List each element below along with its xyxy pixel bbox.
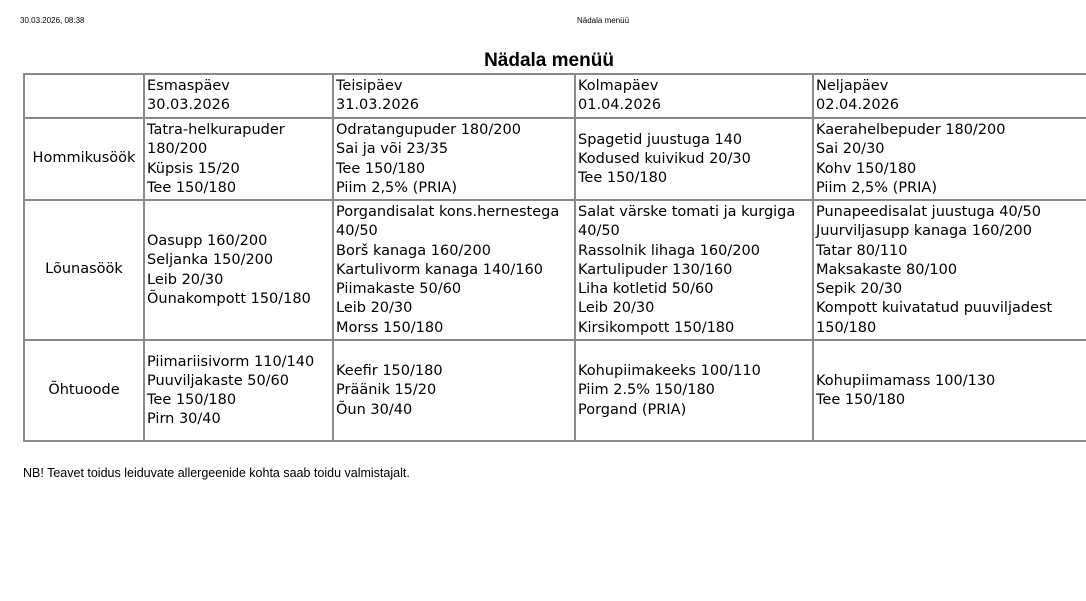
meal-row-lunch [24, 200, 1086, 340]
menu-item: Tatar 80/110 [816, 242, 908, 259]
menu-item: Punapeedisalat juustuga 40/50 [816, 204, 1042, 221]
menu-item: Rassolnik lihaga 160/200 [578, 242, 760, 259]
menu-item: Kodused kuivikud 20/30 [578, 150, 751, 167]
menu-item: Piim 2,5% (PRIA) [336, 179, 457, 196]
day-date: 31.03.2026 [336, 97, 420, 114]
menu-item: Puuviljakaste 50/60 [147, 372, 290, 389]
menu-item: Õun 30/40 [336, 401, 413, 418]
menu-item: Spagetid juustuga 140 [578, 131, 743, 148]
menu-item: Tee 150/180 [147, 392, 237, 408]
menu-item: Küpsis 15/20 [147, 160, 240, 177]
menu-item: Präänik 15/20 [336, 382, 437, 399]
menu-item: Tee 150/180 [816, 392, 906, 408]
menu-cell [575, 340, 813, 441]
menu-item: Piimakaste 50/60 [336, 281, 462, 298]
day-date: 30.03.2026 [147, 97, 231, 114]
menu-item: Sepik 20/30 [816, 281, 903, 298]
menu-item: Leib 20/30 [336, 300, 413, 317]
day-name: Neljapäev [816, 78, 889, 94]
menu-cell [813, 118, 1086, 200]
meal-label: Õhtuoode [24, 340, 144, 441]
menu-item: Kirsikompott 150/180 [578, 319, 735, 336]
menu-cell [813, 340, 1086, 441]
menu-item: Piim 2.5% 150/180 [578, 382, 715, 399]
menu-item: Kompott kuivatatud puuviljadest 150/180 [816, 300, 1053, 336]
menu-item: Odratangupuder 180/200 [336, 122, 521, 139]
day-header-row [24, 74, 1086, 118]
menu-item: Leib 20/30 [147, 271, 224, 288]
meal-row-breakfast [24, 118, 1086, 200]
menu-cell [144, 340, 333, 441]
menu-item: Tee 150/180 [578, 170, 668, 187]
print-doc-title: Nädala menüü [577, 16, 630, 25]
menu-item: Salat värske tomati ja kurgiga 40/50 [578, 204, 796, 240]
menu-item: Morss 150/180 [336, 319, 444, 336]
day-header-cell [333, 74, 575, 118]
meal-row-snack [24, 340, 1086, 441]
menu-item: Tee 150/180 [147, 179, 237, 196]
menu-cell [144, 118, 333, 200]
day-name: Kolmapäev [578, 78, 659, 94]
day-header-cell [575, 74, 813, 118]
menu-item: Maksakaste 80/100 [816, 261, 958, 278]
menu-item: Kartulivorm kanaga 140/160 [336, 261, 543, 278]
menu-item: Seljanka 150/200 [147, 252, 274, 269]
weekly-menu-table [23, 73, 1086, 442]
menu-item: Sai 20/30 [816, 141, 885, 158]
menu-item: Kohv 150/180 [816, 160, 917, 177]
day-header-cell [144, 74, 333, 118]
menu-item: Tatra-helkurapuder 180/200 [147, 122, 285, 158]
corner-cell [24, 74, 144, 118]
menu-cell [813, 200, 1086, 340]
menu-item: Porgandisalat kons.hernestega 40/50 [336, 204, 560, 240]
day-name: Esmaspäev [147, 78, 230, 94]
menu-item: Kaerahelbepuder 180/200 [816, 122, 1006, 139]
menu-item: Kartulipuder 130/160 [578, 261, 733, 278]
menu-item: Õunakompott 150/180 [147, 290, 311, 307]
meal-label: Hommikusöök [24, 118, 144, 200]
menu-cell [333, 200, 575, 340]
menu-cell [333, 118, 575, 200]
menu-item: Porgand (PRIA) [578, 401, 687, 418]
menu-item: Keefir 150/180 [336, 363, 443, 380]
menu-cell [144, 200, 333, 340]
page-title: Nädala menüü [484, 50, 614, 71]
menu-item: Leib 20/30 [578, 300, 655, 317]
allergen-note: NB! Teavet toidus leiduvate allergeenide kohta saab toidu valmistajalt. [23, 466, 410, 480]
menu-item: Pirn 30/40 [147, 411, 221, 428]
menu-item: Piimariisivorm 110/140 [147, 353, 315, 370]
menu-item: Sai ja või 23/35 [336, 141, 449, 158]
day-date: 01.04.2026 [578, 97, 662, 114]
day-name: Teisipäev [336, 78, 403, 94]
menu-item: Oasupp 160/200 [147, 233, 268, 250]
menu-item: Kohupiimamass 100/130 [816, 372, 996, 389]
meal-label: Lõunasöök [24, 200, 144, 340]
menu-item: Kohupiimakeeks 100/110 [578, 363, 761, 380]
menu-item: Borš kanaga 160/200 [336, 242, 491, 259]
day-header-cell [813, 74, 1086, 118]
menu-cell [575, 118, 813, 200]
menu-item: Juurviljasupp kanaga 160/200 [816, 223, 1032, 240]
print-datetime: 30.03.2026, 08:38 [20, 16, 85, 25]
menu-item: Liha kotletid 50/60 [578, 281, 714, 298]
menu-cell [333, 340, 575, 441]
menu-item: Piim 2,5% (PRIA) [816, 179, 937, 196]
menu-item: Tee 150/180 [336, 160, 426, 177]
menu-cell [575, 200, 813, 340]
day-date: 02.04.2026 [816, 97, 900, 114]
